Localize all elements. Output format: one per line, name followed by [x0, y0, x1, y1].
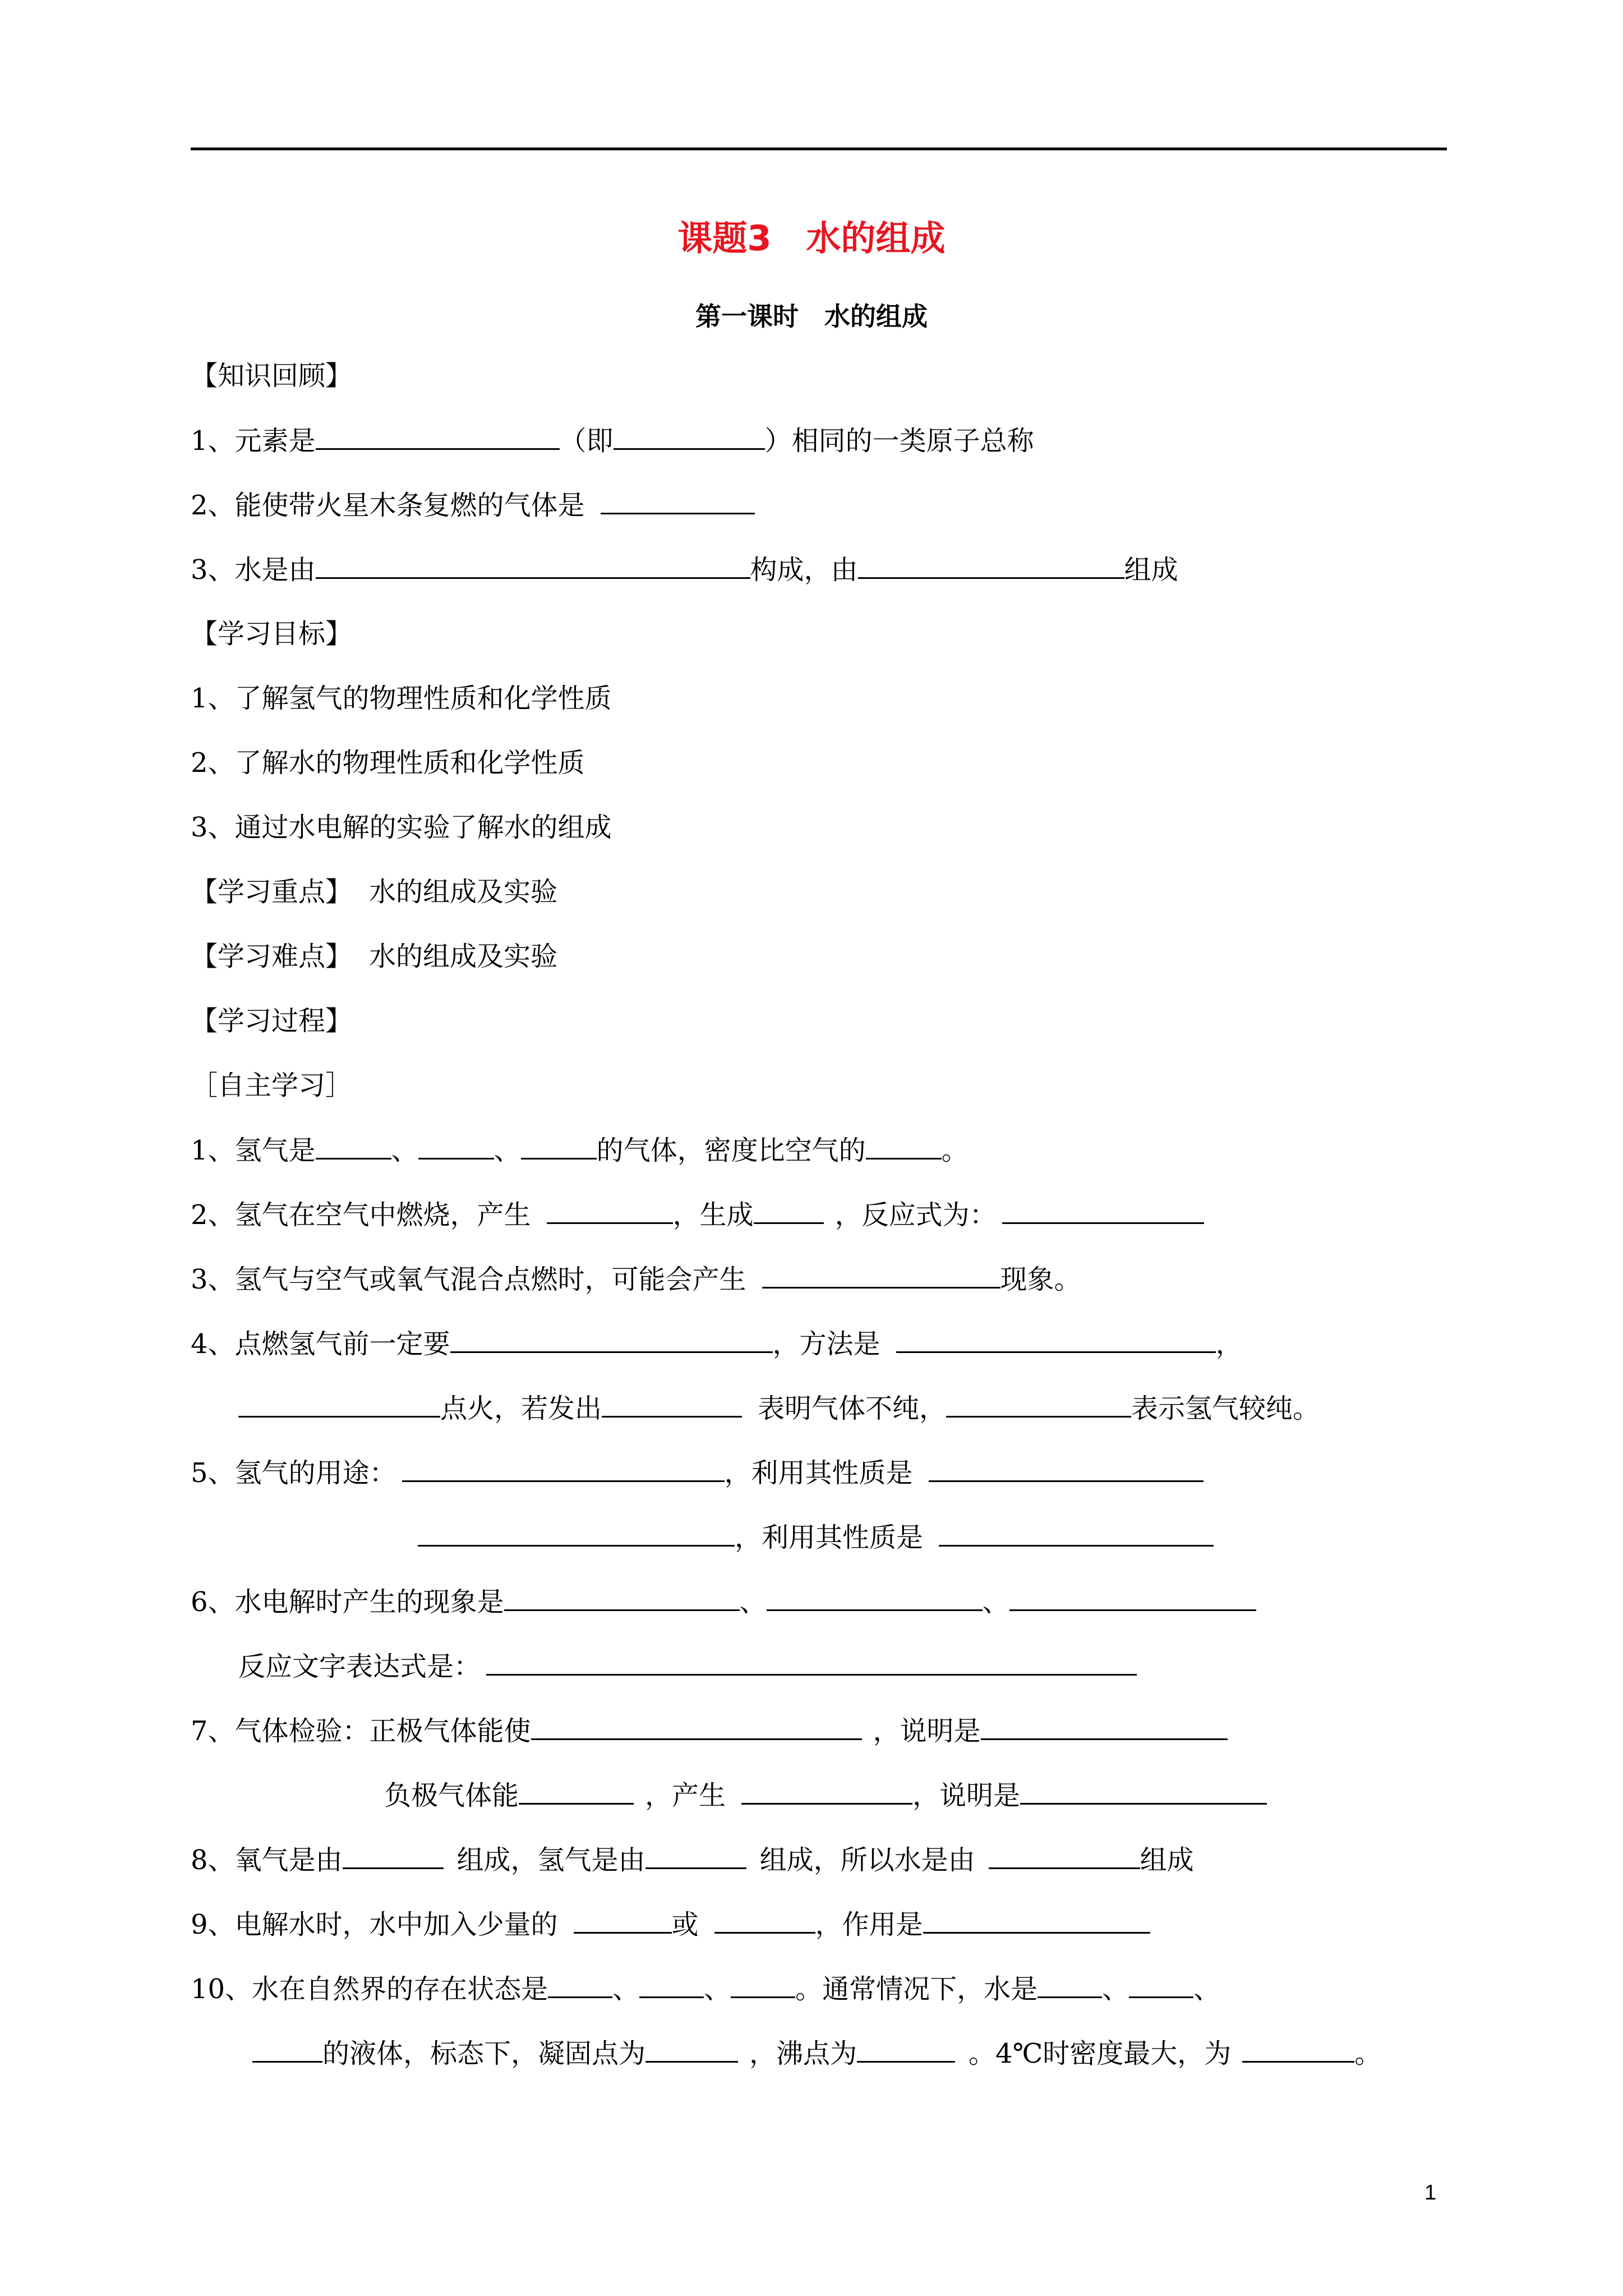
study-item-4-cont: 点火，若发出 表明气体不纯， 表示氢气较纯。: [238, 1391, 1320, 1425]
answer-blank[interactable]: [1009, 1585, 1256, 1611]
section-goals: 【学习目标】: [191, 618, 353, 650]
header-rule: [191, 148, 1447, 150]
study-item-5: 5、氢气的用途： ，利用其性质是: [191, 1456, 1204, 1490]
study-item-10-cont: 的液体，标态下，凝固点为 ，沸点为 。4℃时密度最大，为 。: [252, 2036, 1381, 2070]
answer-blank[interactable]: [639, 1972, 704, 1998]
answer-blank[interactable]: [402, 1456, 725, 1482]
answer-blank[interactable]: [731, 1972, 795, 1998]
study-item-3: 3、氢气与空气或氧气混合点燃时，可能会产生 现象。: [191, 1262, 1081, 1296]
study-item-2: 2、氢气在空气中燃烧，产生 ，生成 ，反应式为：: [191, 1198, 1204, 1232]
answer-blank[interactable]: [981, 1714, 1228, 1740]
section-self-study: ［自主学习］: [191, 1070, 353, 1101]
answer-blank[interactable]: [418, 1520, 735, 1547]
section-review: 【知识回顾】: [191, 360, 353, 392]
answer-blank[interactable]: [602, 1391, 742, 1418]
answer-blank[interactable]: [896, 1327, 1216, 1353]
answer-blank[interactable]: [316, 1133, 391, 1159]
page-number: 1: [1424, 2181, 1437, 2205]
answer-blank[interactable]: [614, 424, 765, 450]
difficult-point: 【学习难点】 水的组成及实验: [191, 941, 558, 972]
answer-blank[interactable]: [866, 1133, 942, 1159]
answer-blank[interactable]: [939, 1520, 1214, 1547]
answer-blank[interactable]: [252, 2036, 322, 2063]
answer-blank[interactable]: [741, 1778, 912, 1805]
answer-blank[interactable]: [923, 1907, 1150, 1934]
section-process: 【学习过程】: [191, 1005, 353, 1037]
answer-blank[interactable]: [946, 1391, 1131, 1418]
answer-blank[interactable]: [531, 1714, 862, 1740]
review-q3: 3、水是由 构成，由 组成: [191, 553, 1178, 587]
answer-blank[interactable]: [238, 1391, 440, 1418]
answer-blank[interactable]: [548, 1972, 612, 1998]
study-item-5-cont: ，利用其性质是: [418, 1520, 1214, 1554]
study-item-6: 6、水电解时产生的现象是 、 、: [191, 1585, 1256, 1619]
key-point: 【学习重点】 水的组成及实验: [191, 876, 558, 908]
answer-blank[interactable]: [450, 1327, 773, 1353]
answer-blank[interactable]: [762, 1262, 1000, 1289]
answer-blank[interactable]: [519, 1778, 634, 1805]
answer-blank[interactable]: [547, 1198, 673, 1224]
answer-blank[interactable]: [521, 1133, 597, 1159]
study-item-9: 9、电解水时，水中加入少量的 或 ，作用是: [191, 1907, 1150, 1941]
answer-blank[interactable]: [767, 1585, 983, 1611]
review-q2: 2、能使带火星木条复燃的气体是: [191, 488, 755, 522]
answer-blank[interactable]: [316, 424, 560, 450]
answer-blank[interactable]: [418, 1133, 494, 1159]
answer-blank[interactable]: [601, 488, 755, 514]
answer-blank[interactable]: [343, 1843, 444, 1869]
answer-blank[interactable]: [486, 1649, 1137, 1676]
study-item-7-cont: 负极气体能 ，产生 ，说明是: [384, 1778, 1267, 1812]
page-title: 课题3 水的组成: [677, 218, 946, 259]
study-item-10: 10、水在自然界的存在状态是 、 、 。通常情况下，水是 、 、: [191, 1972, 1220, 2006]
goal-item: 3、通过水电解的实验了解水的组成: [191, 812, 612, 843]
goal-item: 2、了解水的物理性质和化学性质: [191, 747, 585, 779]
answer-blank[interactable]: [1002, 1198, 1204, 1224]
study-item-1: 1、氢气是 、 、 的气体，密度比空气的 。: [191, 1133, 969, 1167]
answer-blank[interactable]: [645, 1843, 746, 1869]
answer-blank[interactable]: [1020, 1778, 1267, 1805]
answer-blank[interactable]: [754, 1198, 824, 1224]
answer-blank[interactable]: [1129, 1972, 1193, 1998]
goal-item: 1、了解氢气的物理性质和化学性质: [191, 683, 612, 714]
answer-blank[interactable]: [574, 1907, 672, 1934]
answer-blank[interactable]: [929, 1456, 1204, 1482]
study-item-4: 4、点燃氢气前一定要 ，方法是 ，: [191, 1327, 1243, 1361]
answer-blank[interactable]: [1242, 2036, 1354, 2063]
study-item-6-cont: 反应文字表达式是：: [238, 1649, 1137, 1683]
answer-blank[interactable]: [858, 553, 1124, 579]
study-item-8: 8、氧气是由 组成，氢气是由 组成，所以水是由 组成: [191, 1843, 1194, 1877]
review-q1: 1、元素是 （即 ）相同的一类原子总称: [191, 424, 1034, 458]
answer-blank[interactable]: [504, 1585, 740, 1611]
answer-blank[interactable]: [714, 1907, 815, 1934]
answer-blank[interactable]: [989, 1843, 1140, 1869]
answer-blank[interactable]: [857, 2036, 955, 2063]
answer-blank[interactable]: [1038, 1972, 1102, 1998]
answer-blank[interactable]: [645, 2036, 738, 2063]
answer-blank[interactable]: [316, 553, 750, 579]
study-item-7: 7、气体检验：正极气体能使 ，说明是: [191, 1714, 1228, 1748]
page-subtitle: 第一课时 水的组成: [695, 301, 928, 332]
